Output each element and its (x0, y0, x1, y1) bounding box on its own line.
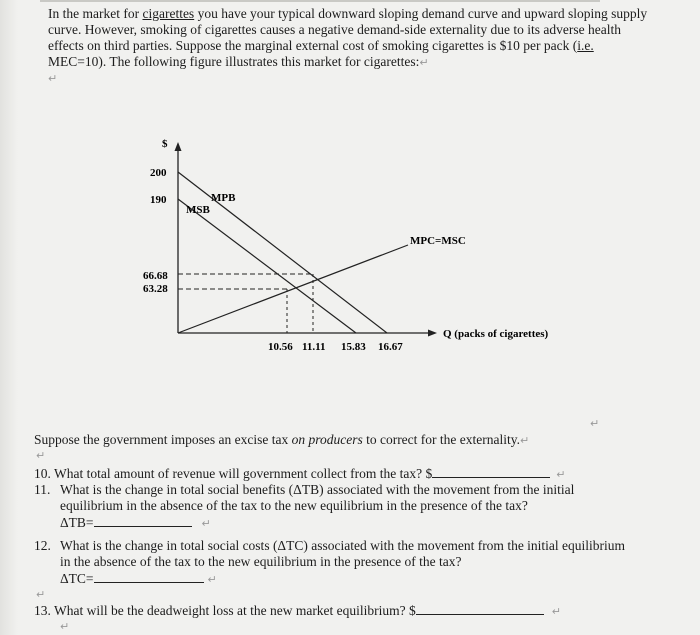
return-mark-icon: ↵ (419, 56, 429, 69)
question-11 (34, 482, 634, 532)
question-number: 13. (34, 603, 51, 618)
question-number: 10. (34, 466, 51, 481)
question-text: What total amount of revenue will government collect from the tax? $ (54, 466, 433, 481)
x-tick-11-11: 11.11 (302, 341, 326, 353)
x-tick-15-83: 15.83 (341, 341, 366, 353)
question-number: 12. (34, 538, 51, 553)
tax-intro (34, 432, 654, 449)
y-tick-200: 200 (150, 167, 167, 179)
question-text: What will be the deadweight loss at the new market equilibrium? $ (54, 603, 416, 618)
intro-text: In the market for (48, 6, 143, 21)
mpb-label: MPB (211, 192, 236, 204)
return-mark-icon: ↵ (36, 588, 46, 601)
answer-blank[interactable] (416, 602, 544, 615)
y-axis-arrow-icon (175, 142, 182, 151)
intro-text: MEC=10). The following figure illustrates this market for cigarettes: (48, 54, 420, 69)
intro-underlined-word: cigarettes (142, 6, 195, 21)
tax-intro-text: Suppose the government imposes an excise tax (34, 432, 292, 447)
tax-intro-text: to correct for the externality. (362, 432, 521, 447)
question-10 (34, 465, 634, 483)
return-mark-icon: ↵ (520, 434, 530, 447)
return-mark-icon: ↵ (207, 573, 217, 586)
y-tick-66-68: 66.68 (143, 270, 168, 282)
mpb-curve (178, 172, 387, 333)
x-axis-arrow-icon (428, 330, 437, 337)
return-mark-icon: ↵ (556, 468, 566, 481)
answer-label: ΔTB= (60, 515, 94, 530)
return-mark-icon: ↵ (590, 417, 600, 430)
x-tick-10-56: 10.56 (268, 341, 293, 353)
y-tick-190: 190 (150, 194, 167, 206)
intro-ie: i.e. (577, 38, 594, 53)
answer-blank[interactable] (94, 570, 204, 583)
x-axis-label: Q (packs of cigarettes) (443, 328, 549, 340)
return-mark-icon: ↵ (60, 620, 70, 633)
y-tick-63-28: 63.28 (143, 283, 168, 295)
answer-label: ΔTC= (60, 571, 94, 586)
y-axis-label: $ (162, 138, 168, 150)
tax-intro-emphasis: on producers (291, 432, 363, 447)
question-text: What is the change in total social costs (ΔTC) associated with the movement from the initial equilibrium in the absence of the tax to the new equilibrium in the presence of the tax? (60, 538, 626, 569)
mpc-msc-label: MPC=MSC (410, 235, 466, 247)
answer-blank[interactable] (432, 465, 550, 478)
intro-text: you have your typical downward sloping demand curve and upward sloping supply curve. However, smoking of cigarettes causes a negative demand-side externality due to its adverse health effects on third parties. Suppose the marginal external cost of smoking cigarettes is $10 per pack ( (48, 6, 648, 53)
answer-blank[interactable] (94, 514, 192, 527)
return-mark-icon: ↵ (201, 517, 211, 530)
question-12 (34, 538, 634, 588)
return-mark-icon: ↵ (36, 449, 46, 462)
question-13 (34, 602, 634, 620)
question-text: What is the change in total social benefits (ΔTB) associated with the movement from the initial equilibrium in the absence of the tax to the new equilibrium in the presence of the tax? (60, 482, 575, 513)
question-number: 11. (34, 482, 51, 497)
x-tick-16-67: 16.67 (378, 341, 403, 353)
msb-label: MSB (186, 204, 210, 216)
return-mark-icon: ↵ (48, 72, 58, 85)
return-mark-icon: ↵ (551, 605, 562, 618)
msb-curve (178, 199, 356, 333)
